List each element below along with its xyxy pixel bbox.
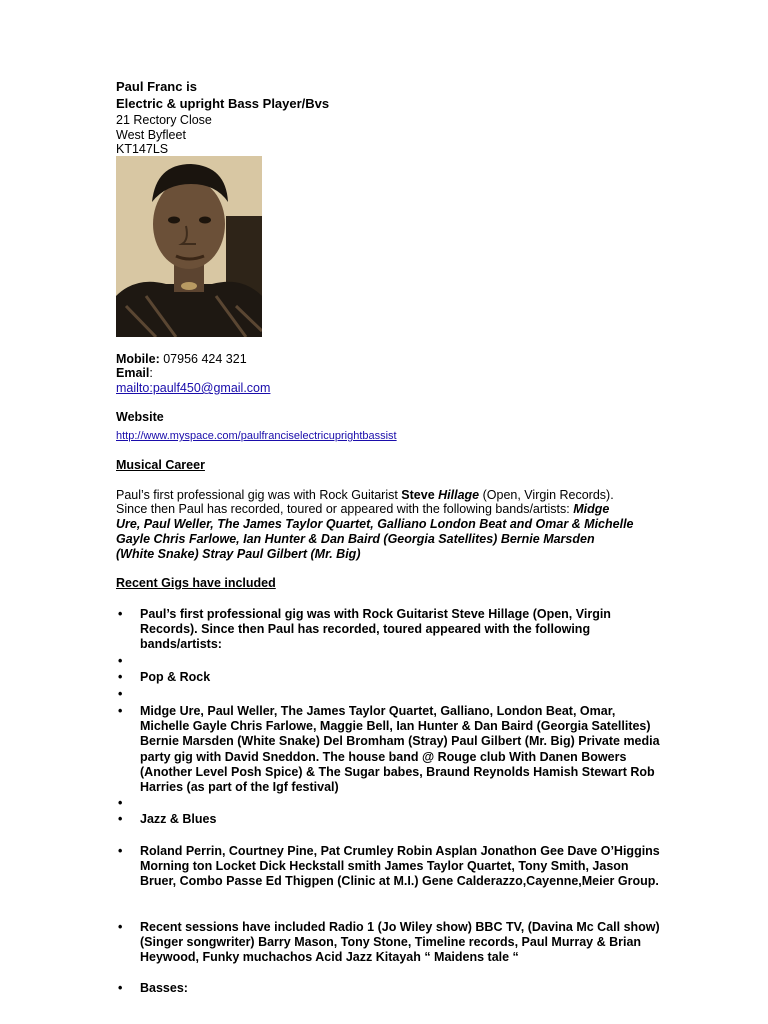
address-line-2: West Byfleet xyxy=(116,128,186,142)
bullet-marker: • xyxy=(118,796,123,810)
bullet-marker: • xyxy=(118,704,123,718)
gig-item-1: Paul’s first professional gig was with Rock Guitarist Steve Hillage (Open, Virgin Records). Since then Paul has recorded, toured appeared with the following bands/artists: xyxy=(140,607,611,652)
gig-item-sessions: Recent sessions have included Radio 1 (Jo Wiley show) BBC TV, (Davina Mc Call show) (Singer songwriter) Barry Mason, Tony Stone, Timeline records, Paul Murray & Brian Heywood, Funky muchachos Acid Jazz Kitayah “ Maidens tale “ xyxy=(140,920,660,965)
gig-item-basses: Basses: xyxy=(140,981,188,995)
mobile-number: 07956 424 321 xyxy=(159,352,247,366)
career-text: Paul’s first professional gig was with Rock Guitarist xyxy=(116,488,402,502)
career-line-1 xyxy=(116,488,614,503)
email-link[interactable]: mailto:paulf450@gmail.com xyxy=(116,381,271,395)
bullet-marker: • xyxy=(118,812,123,826)
career-bold: Steve xyxy=(401,488,439,502)
email-row-link xyxy=(116,381,270,396)
email-label: Email xyxy=(116,366,150,380)
career-line-3: Ure, Paul Weller, The James Taylor Quartet, Galliano London Beat and Omar & Michelle xyxy=(116,517,634,531)
address-line-3: KT147LS xyxy=(116,142,169,156)
website-link[interactable]: http://www.myspace.com/paulfranciselectricuprightbassist xyxy=(116,430,397,442)
bullet-marker: • xyxy=(118,687,123,701)
gig-item-pop-rock: Pop & Rock xyxy=(140,670,211,684)
mobile-label: Mobile: xyxy=(116,352,160,366)
bullet-marker: • xyxy=(118,654,123,668)
career-heading: Musical Career xyxy=(116,458,205,472)
career-line-5: (White Snake) Stray Paul Gilbert (Mr. Big) xyxy=(116,547,361,561)
portrait-illustration xyxy=(116,156,262,337)
email-colon: : xyxy=(149,366,153,380)
career-text: Since then Paul has recorded, toured or appeared with the following bands/artists: xyxy=(116,502,574,516)
gig-item-jazz-artists: Roland Perrin, Courtney Pine, Pat Crumley Robin Asplan Jonathon Gee Dave O’Higgins Morning ton Locket Dick Heckstall smith James Taylor Quartet, Tony Smith, Jason Bruer, Combo Passe Ed Thigpen (Clinic at M.I.) Gene Calderazzo,Cayenne,Meier Group. xyxy=(140,844,660,889)
profile-photo xyxy=(116,156,262,337)
career-bold-italic: Midge xyxy=(573,502,610,516)
person-name: Paul Franc is xyxy=(116,79,197,94)
career-line-2 xyxy=(116,502,609,517)
career-line-4: Gayle Chris Farlowe, Ian Hunter & Dan Baird (Georgia Satellites) Bernie Marsden xyxy=(116,532,595,546)
gigs-heading: Recent Gigs have included xyxy=(116,576,276,590)
gig-item-jazz-blues: Jazz & Blues xyxy=(140,812,217,826)
address-line-1: 21 Rectory Close xyxy=(116,113,212,127)
website-row xyxy=(116,429,397,444)
bullet-marker: • xyxy=(118,607,123,621)
bullet-marker: • xyxy=(118,920,123,934)
mobile-row xyxy=(116,352,247,367)
bullet-marker: • xyxy=(118,981,123,995)
career-text: (Open, Virgin Records). xyxy=(479,488,614,502)
person-role: Electric & upright Bass Player/Bvs xyxy=(116,96,330,111)
website-label: Website xyxy=(116,410,164,424)
bullet-marker: • xyxy=(118,670,123,684)
career-bold-italic: Hillage xyxy=(438,488,480,502)
email-row xyxy=(116,366,153,381)
bullet-marker: • xyxy=(118,844,123,858)
gig-item-pop-rock-artists: Midge Ure, Paul Weller, The James Taylor Quartet, Galliano, London Beat, Omar, Michelle Gayle Chris Farlowe, Maggie Bell, Ian Hunter & Dan Baird (Georgia Satellites) Bernie Marsden (White Snake) Del Bromham (Stray) Paul Gilbert (Mr. Big) Private media party gig with David Sneddon. The house band @ Rouge club With Danen Bowers (Another Level Posh Spice) & The Sugar babes, Braund Reynolds Hamish Stewart Rob Harries (as part of the Igf festival) xyxy=(140,704,660,795)
